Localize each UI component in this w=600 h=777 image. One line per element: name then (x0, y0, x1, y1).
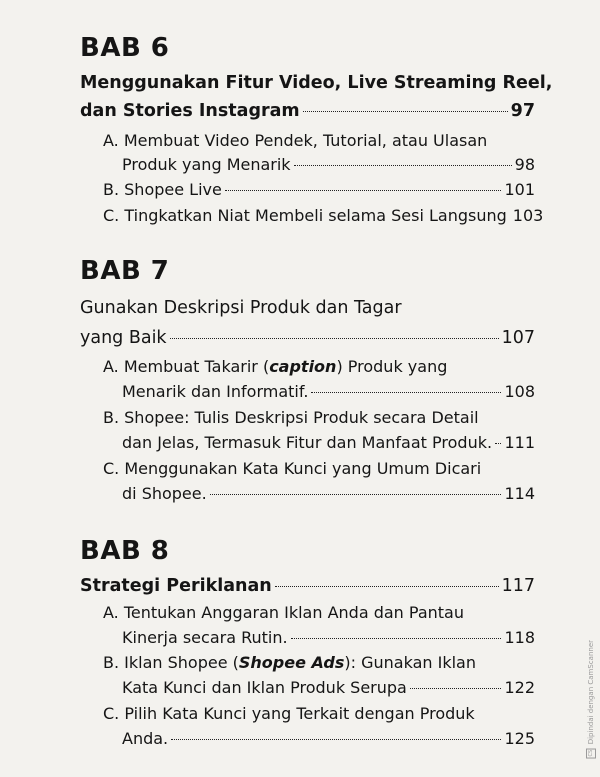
bab-8-item-a-line2: Kinerja secara Rutin. (122, 628, 288, 647)
bab-6-item-c-entry[interactable] (103, 206, 544, 225)
camscanner-logo-icon: CS (588, 750, 594, 757)
bab-7-title-line2: yang Baik (80, 328, 167, 348)
bab-7-item-c-line1: C. Menggunakan Kata Kunci yang Umum Dicari (103, 459, 482, 478)
bab-7-page: 107 (501, 328, 535, 348)
bab-6-item-c-page: 103 (512, 206, 544, 225)
bab-6-page: 97 (510, 101, 535, 121)
scanner-watermark-text: Dipindai dengan CamScanner (587, 640, 595, 745)
bab-7-item-a-pre: A. Membuat Takarir ( (103, 357, 270, 376)
bab-7-item-a-post: ) Produk yang (336, 357, 448, 376)
bab-8-item-b-pre: B. Iklan Shopee ( (103, 653, 239, 672)
bab-8-item-b-entry[interactable] (122, 678, 535, 697)
bab-8-item-b-line2: Kata Kunci dan Iklan Produk Serupa (122, 678, 407, 697)
bab-7-item-b-line1: B. Shopee: Tulis Deskripsi Produk secara Detail (103, 408, 479, 427)
bab-7-item-b-line2: dan Jelas, Termasuk Fitur dan Manfaat Produk. (122, 433, 493, 452)
dot-leader (210, 493, 502, 495)
dot-leader (311, 391, 501, 393)
bab-8-item-b-em: Shopee Ads (238, 653, 345, 672)
bab-6-item-b-label: B. Shopee Live (103, 180, 222, 199)
dot-leader (171, 738, 501, 740)
bab-6-item-a-entry[interactable] (122, 155, 535, 174)
bab-7-item-a-page: 108 (504, 382, 535, 401)
dot-leader (170, 337, 499, 339)
bab-8-item-c-entry[interactable] (122, 729, 535, 748)
bab-6-item-b-entry[interactable] (103, 180, 535, 199)
bab-7-item-c-line2: di Shopee. (122, 484, 207, 503)
dot-leader (303, 110, 508, 112)
dot-leader (410, 687, 502, 689)
bab-6-item-b-page: 101 (504, 180, 535, 199)
bab-8-item-b-post: ): Gunakan Iklan (344, 653, 476, 672)
dot-leader (275, 585, 499, 587)
bab-7-item-a-line1 (103, 357, 447, 376)
dot-leader (291, 637, 502, 639)
bab-7-item-b-entry[interactable] (122, 433, 535, 452)
bab-8-item-a-line1: A. Tentukan Anggaran Iklan Anda dan Pantau (103, 603, 464, 622)
dot-leader (225, 189, 502, 191)
bab-7-item-b-page: 111 (504, 433, 535, 452)
bab-8-item-b-line1 (103, 653, 476, 672)
bab-8-item-c-page: 125 (504, 729, 535, 748)
bab-8-item-c-line1: C. Pilih Kata Kunci yang Terkait dengan Produk (103, 704, 475, 723)
bab-8-page: 117 (501, 576, 535, 596)
bab-6-item-a-line1: A. Membuat Video Pendek, Tutorial, atau Ulasan (103, 131, 488, 150)
bab-6-item-c-label: C. Tingkatkan Niat Membeli selama Sesi Langsung (103, 206, 507, 225)
dot-leader (294, 164, 512, 166)
bab-8-title: Strategi Periklanan (80, 576, 272, 596)
bab-6-title-entry[interactable] (80, 101, 535, 121)
bab-8-item-b-page: 122 (504, 678, 535, 697)
bab-7-item-c-entry[interactable] (122, 484, 535, 503)
bab-7-heading: BAB 7 (80, 256, 170, 286)
bab-6-heading: BAB 6 (80, 33, 170, 63)
bab-6-item-a-page: 98 (514, 155, 535, 174)
bab-7-title-entry[interactable] (80, 328, 535, 348)
bab-7-item-a-entry[interactable] (122, 382, 535, 401)
bab-7-item-a-line2: Menarik dan Informatif. (122, 382, 309, 401)
bab-8-item-a-page: 118 (504, 628, 535, 647)
bab-6-title-line2: dan Stories Instagram (80, 101, 300, 121)
bab-8-item-a-entry[interactable] (122, 628, 535, 647)
bab-7-item-a-em: caption (269, 357, 337, 376)
scanner-watermark (586, 640, 596, 759)
bab-8-title-entry[interactable] (80, 576, 535, 596)
bab-6-title-line1: Menggunakan Fitur Video, Live Streaming Reel, (80, 73, 553, 93)
bab-8-heading: BAB 8 (80, 536, 170, 566)
bab-7-item-c-page: 114 (504, 484, 535, 503)
bab-7-title-line1: Gunakan Deskripsi Produk dan Tagar (80, 298, 402, 318)
dot-leader (495, 442, 501, 444)
bab-8-item-c-line2: Anda. (122, 729, 169, 748)
bab-6-item-a-line2: Produk yang Menarik (122, 155, 291, 174)
